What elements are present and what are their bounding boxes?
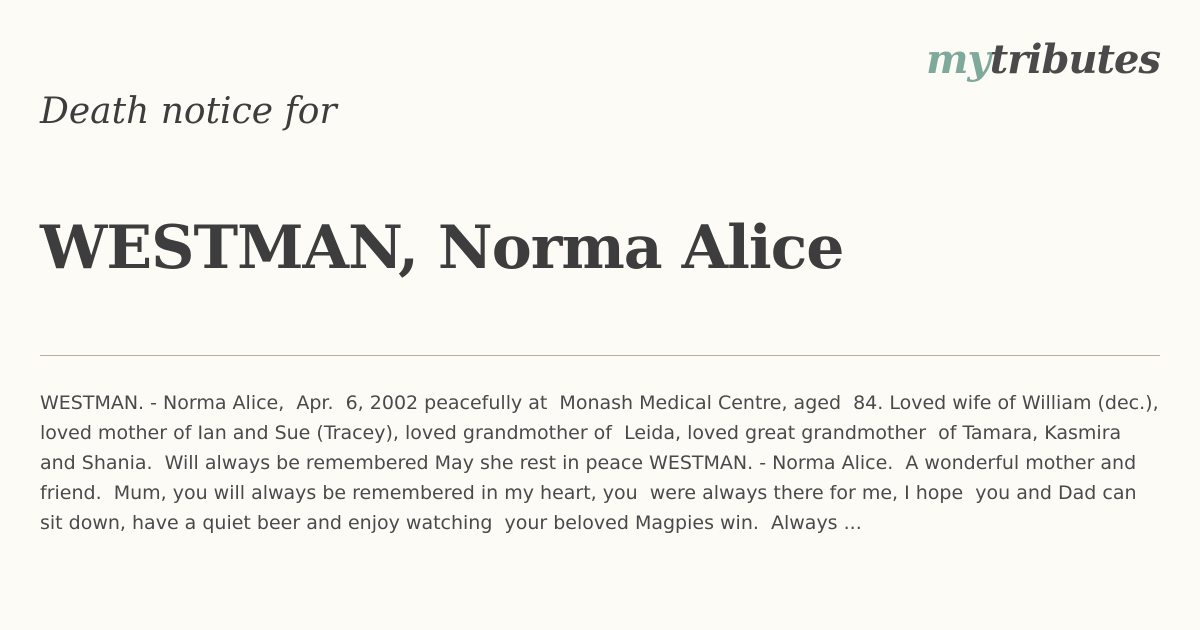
mytributes-logo[interactable] [926,34,1160,86]
logo-my-text: my [926,36,990,83]
death-notice-heading: Death notice for [40,91,337,132]
notice-body-text: WESTMAN. - Norma Alice, Apr. 6, 2002 peacefully at Monash Medical Centre, aged 84. Loved wife of William (dec.), loved mother of Ian and Sue (Tracey), loved grandmother of Leida, loved great grandmother of Tamara, Kasmira and Shania. Will always be remembered May she rest in peace WESTMAN. - Norma Alice. A wonderful mother and friend. Mum, you will always be remembered in my heart, you were always there for me, I hope you and Dad can sit down, have a quiet beer and enjoy watching your beloved Magpies win. Always ... [40,392,1171,534]
deceased-name: WESTMAN, Norma Alice [40,213,844,283]
divider [40,355,1160,356]
logo-tributes-text: tributes [989,36,1160,83]
